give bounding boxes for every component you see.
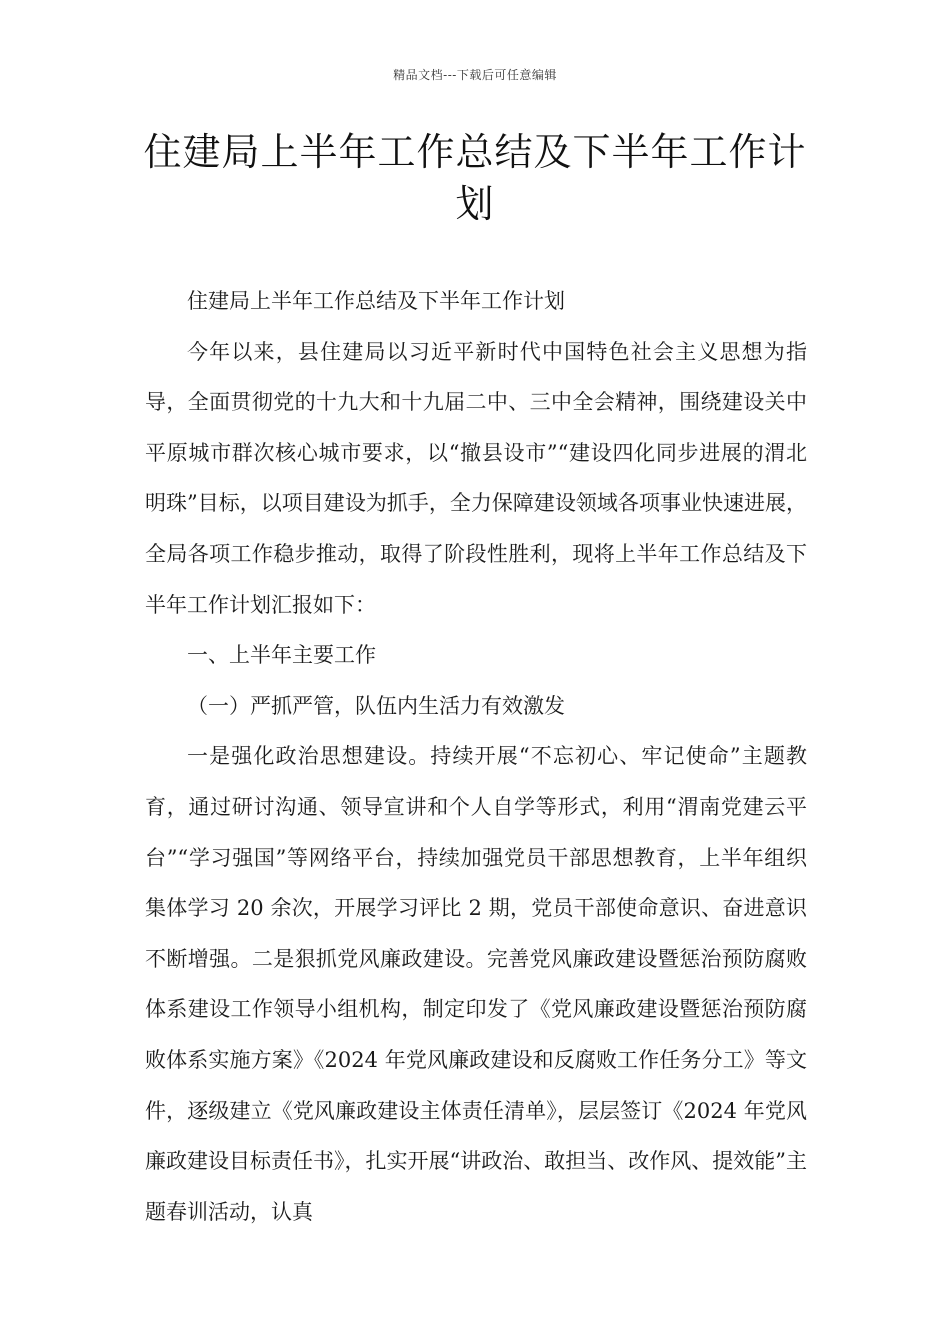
- document-body: [145, 276, 807, 1237]
- paragraph-intro: 今年以来，县住建局以习近平新时代中国特色社会主义思想为指导，全面贯彻党的十九大和十九届二中、三中全会精神，围绕建设关中平原城市群次核心城市要求，以“撤县设市”“建设四化同步进展的渭北明珠”目标，以项目建设为抓手，全力保障建设领域各项事业快速进展，全局各项工作稳步推动，取得了阶段性胜利，现将上半年工作总结及下半年工作计划汇报如下：: [145, 339, 807, 617]
- subsection-heading: （一）严抓严管，队伍内生活力有效激发: [187, 693, 565, 718]
- paragraph-subtitle: 住建局上半年工作总结及下半年工作计划: [187, 289, 565, 313]
- section-heading: 一、上半年主要工作: [187, 643, 376, 668]
- paragraph-body: 一是强化政治思想建设。持续开展“不忘初心、牢记使命”主题教育，通过研讨沟通、领导宣讲和个人自学等形式，利用“渭南党建云平台”“学习强国”等网络平台，持续加强党员干部思想教育，上半年组织集体学习 20 余次，开展学习评比 2 期，党员干部使命意识、奋进意识不断增强。二是狠抓党风廉政建设。完善党风廉政建设暨惩治预防腐败体系建设工作领导小组机构，制定印发了《党风廉政建设暨惩治预防腐败体系实施方案》《2024 年党风廉政建设和反腐败工作任务分工》等文件，逐级建立《党风廉政建设主体责任清单》，层层签订《2024 年党风廉政建设目标责任书》，扎实开展“讲政治、敢担当、改作风、提效能”主题春训活动，认真: [145, 744, 807, 1224]
- document-title: 住建局上半年工作总结及下半年工作计划: [143, 130, 807, 226]
- header-note: 精品文档---下载后可任意编辑: [393, 68, 557, 82]
